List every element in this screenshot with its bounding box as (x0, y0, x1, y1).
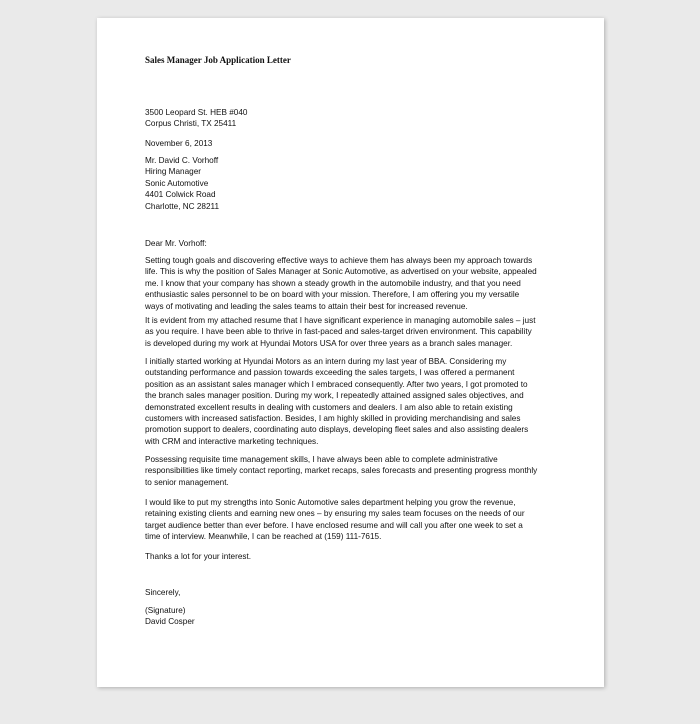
paragraph-line: demonstrated excellent results in dealing with customers and dealers. I am also able to retain existing (145, 402, 513, 412)
paragraph-line: Thanks a lot for your interest. (145, 552, 252, 561)
paragraph-line: enthusiastic sales personnel to be on board with your mission. Therefore, I am offering you my versatile (145, 290, 520, 300)
paragraph-line: retaining existing clients and earning new ones – by ensuring my sales team focuses on the needs of our (145, 509, 525, 519)
paragraph-4 (145, 454, 561, 488)
salutation-text: Dear Mr. Vorhoff: (145, 239, 207, 248)
signature-text: (Signature) (145, 606, 186, 615)
document-title: Sales Manager Job Application Letter (145, 55, 291, 65)
paragraph-line: It is evident from my attached resume that I have significant experience in managing automobile sales – just (145, 316, 536, 325)
salutation (145, 238, 561, 249)
paragraph-line: to senior management. (145, 477, 229, 487)
letter-date (145, 138, 561, 149)
paragraph-1 (145, 255, 561, 312)
recipient-line: 4401 Colwick Road (145, 190, 216, 200)
paragraph-line: me. I know that your company has shown a steady growth in the automobile industry, and that you need (145, 278, 521, 288)
recipient-line: Charlotte, NC 28211 (145, 201, 220, 211)
date-text: November 6, 2013 (145, 139, 213, 148)
paragraph-line: outstanding performance and passion towards exceeding the sales targets, I was offered a permanent (145, 368, 515, 378)
paragraph-line: customers with increased satisfaction. Besides, I am highly skilled in providing merchandising and sales (145, 414, 521, 424)
sender-address-line: Corpus Christi, TX 25411 (145, 119, 237, 129)
paragraph-line: with CRM and interactive marketing techniques. (145, 436, 319, 446)
recipient-address (145, 155, 561, 212)
paragraph-line: responsibilities like timely contact reporting, market recaps, sales forecasts and presenting progress monthly (145, 466, 538, 476)
signer-name: David Cosper (145, 617, 195, 627)
paragraph-line: target audience better than ever before. I have enclosed resume and will call you after one week to set a (145, 520, 523, 530)
closing (145, 587, 561, 598)
paragraph-line: the branch sales manager position. During my work, I repeatedly attained assigned sales objectives, and (145, 391, 524, 401)
recipient-line: Hiring Manager (145, 167, 201, 177)
paragraph-line: time of interview. Meanwhile, I can be reached at (159) 111-7615. (145, 532, 382, 542)
paragraph-line: life. This is why the position of Sales Manager at Sonic Automotive, as advertised on your website, appealed (145, 267, 537, 277)
paragraph-5 (145, 497, 561, 543)
paragraph-line: Setting tough goals and discovering effective ways to achieve them has always been my approach towards (145, 256, 533, 265)
letter-page (97, 18, 604, 687)
closing-text: Sincerely, (145, 588, 181, 597)
paragraph-line: position as an assistant sales manager which I embraced consequently. After two years, I got promoted to (145, 379, 528, 389)
paragraph-line: I initially started working at Hyundai Motors as an intern during my last year of BBA. Considering my (145, 357, 507, 366)
paragraph-2 (145, 315, 561, 349)
paragraph-line: as you require. I have been able to thrive in fast-paced and sales-target driven environment. This capability (145, 327, 532, 337)
paragraph-line: I would like to put my strengths into Sonic Automotive sales department helping you grow the revenue, (145, 498, 516, 507)
signature-block (145, 605, 561, 628)
recipient-line: Sonic Automotive (145, 178, 209, 188)
paragraph-3 (145, 356, 561, 447)
recipient-line: Mr. David C. Vorhoff (145, 156, 219, 165)
paragraph-line: is developed during my work at Hyundai Motors USA for over three years as a branch sales manager. (145, 338, 513, 348)
paragraph-6 (145, 551, 561, 562)
sender-address-line: 3500 Leopard St. HEB #040 (145, 108, 248, 117)
paragraph-line: Possessing requisite time management skills, I have always been able to complete administrative (145, 455, 498, 464)
paragraph-line: promotion support to dealers, coordinating auto displays, developing fleet sales and also assisting dealers (145, 425, 529, 435)
sender-address (145, 107, 561, 130)
paragraph-line: ways of motivating and leading the sales teams to attain their best for increased revenue. (145, 301, 468, 311)
